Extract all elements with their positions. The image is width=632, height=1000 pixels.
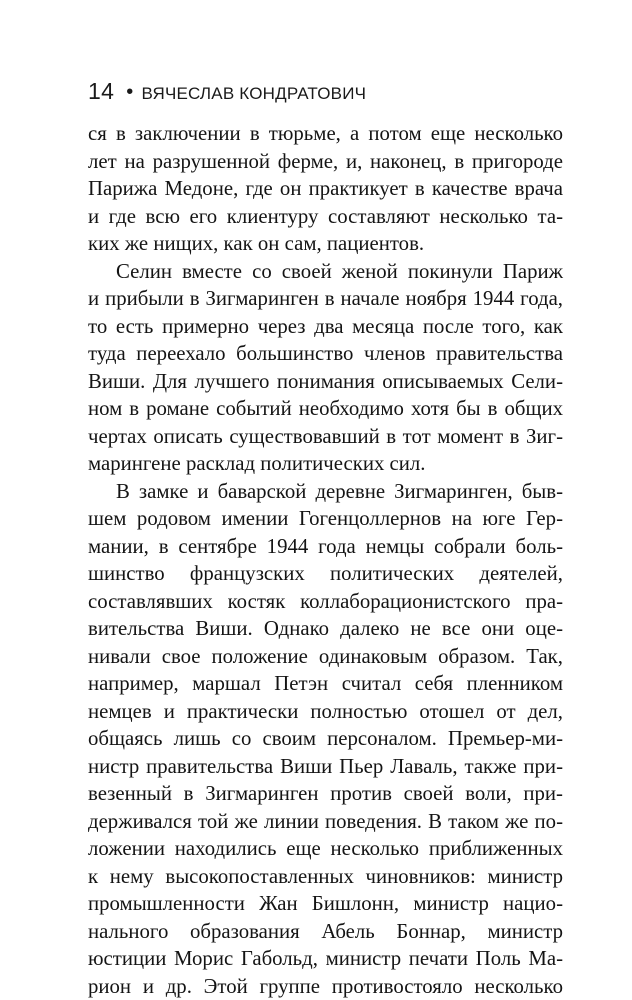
text-line: составлявших костяк коллаборационистского пра-: [88, 589, 563, 613]
text-line: ложении находились еще несколько приближенных: [88, 837, 563, 860]
text-line: марингене расклад политических сил.: [88, 452, 426, 475]
header-separator: •: [126, 81, 134, 103]
text-line: юстиции Морис Габольд, министр печати Поль Ма-: [88, 947, 563, 970]
text-line: мании, в сентябре 1944 года немцы собрали боль-: [88, 534, 563, 558]
text-line: вительства Виши. Однако далеко не все они оце-: [88, 617, 563, 640]
text-line: нального образования Абель Боннар, министр: [88, 919, 563, 943]
page-number: 14: [88, 78, 115, 104]
text-line: держивался той же линии поведения. В таком же по-: [88, 809, 563, 833]
text-line: лет на разрушенной ферме, и, наконец, в пригороде: [88, 149, 563, 173]
text-line: чертах описать существовавший в тот момент в Зиг-: [88, 424, 563, 448]
text-line: ких же нищих, как он сам, пациентов.: [88, 232, 425, 255]
text-line: нивали свое положение одинаковым образом. Так,: [88, 644, 563, 668]
text-line: общаясь лишь со своим персоналом. Премьер-ми-: [88, 727, 563, 750]
text-line: немцев и практически полностью отошел от дел,: [88, 699, 563, 723]
text-line: Парижа Медоне, где он практикует в качестве врача: [88, 177, 563, 200]
running-header: [88, 78, 366, 105]
body-text: [88, 120, 563, 1000]
text-line: и прибыли в Зигмаринген в начале ноября 1944 года,: [88, 287, 563, 310]
text-line: шинство французских политических деятелей,: [88, 562, 563, 585]
text-line: например, маршал Петэн считал себя пленником: [88, 672, 563, 695]
text-line: то есть примерно через два месяца после того, как: [88, 314, 563, 338]
text-line: рион и др. Этой группе противостояло несколько: [88, 974, 563, 998]
text-line: промышленности Жан Бишлонн, министр нацио-: [88, 892, 563, 915]
text-line: ся в заключении в тюрьме, а потом еще несколько: [88, 122, 563, 145]
text-line: Селин вместе со своей женой покинули Париж: [116, 259, 563, 283]
author-name: ВЯЧЕСЛАВ КОНДРАТОВИЧ: [141, 84, 367, 103]
text-line: шем родовом имении Гогенцоллернов на юге Гер-: [88, 507, 563, 530]
text-line: везенный в Зигмаринген против своей воли, при-: [88, 782, 563, 805]
text-line: к нему высокопоставленных чиновников: министр: [88, 864, 563, 888]
text-line: Виши. Для лучшего понимания описываемых Сели-: [88, 369, 563, 393]
text-line: В замке и баварской деревне Зигмаринген, быв-: [116, 479, 563, 503]
text-line: нистр правительства Виши Пьер Лаваль, также при-: [88, 754, 563, 778]
text-line: и где всю его клиентуру составляют несколько та-: [88, 204, 563, 228]
text-line: туда переехало большинство членов правительства: [88, 342, 563, 365]
text-line: ном в романе событий необходимо хотя бы в общих: [88, 397, 563, 420]
